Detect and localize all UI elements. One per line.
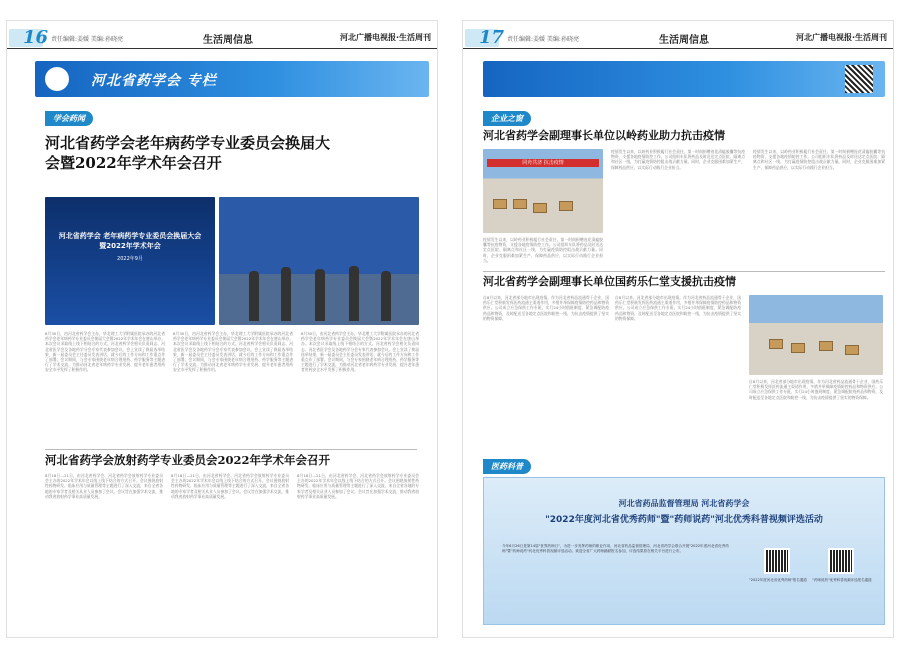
section-name: 生活周信息 <box>203 35 253 46</box>
donation-trucks-photo <box>483 149 603 233</box>
article1-body-col1: 8月30日，由河北省药学会主办，华北理工大学附属医院承办的河北省药学会老年病药学专业委员会换届大会暨2022年学术年会在唐山举办。本次会议采取线上线下相结合的方式。河北省药学会相关负责同志、河北省医学会及各地药学分会专家代表参加会议。会上宣读了换届选举结果，新一届委员会主任委员发表讲话，就今后的工作方向和工作重点作了部署。会议期间，与会专家围绕老年病合理用药、药学服务等主题进行了学术交流，为推动河北省老年病药学专业发展、提升老年患者用药安全水平发挥了积极作用。 <box>45 331 165 373</box>
left-page <box>6 20 438 638</box>
newspaper-name: 河北广播电视报·生活周刊 <box>795 33 887 42</box>
award-ceremony-photo <box>219 197 419 325</box>
article-divider <box>45 449 417 450</box>
article2-title: 河北省药学会放射药学专业委员会2022年学术年会召开 <box>45 453 331 467</box>
article-divider <box>483 271 885 272</box>
poster-body: 今年6月26日是第14届"世界药师日"，为进一步发挥药师的职业作用，河北省药品监督管理局、河北省药学会联合开展"2022年度河北省优秀药师"暨"药师说药"河北优秀科普视频评选活动。欢迎全省广大药师踊跃报名参加，评选结果将在相关平台进行公布。 <box>502 544 729 553</box>
newspaper-name: 河北广播电视报·生活周刊 <box>339 33 431 42</box>
qr-caption-video: "药师说药"优秀科普视频评选报名通道 <box>812 578 872 582</box>
tag-medical-science: 医药科普 <box>483 459 531 474</box>
right-page-number: 17 <box>479 27 505 48</box>
article2-body-col3: 8月18日—21日，由河北省药学会、河北省药学会放射药学专业委员会主办的2022年学术年会以线上线下结合的方式召开。会议围绕放射性药物研发、临床应用与质量管理等主题进行了深入交流，来自全省各地的专家学者及相关从业人员参加了会议。会议旨在加强学术交流，推动我省放射药学事业高质量发展。 <box>297 473 419 499</box>
editor-credits: 责任编辑:姜媛 美编:孙晓亮 <box>507 36 579 43</box>
left-page-number: 16 <box>23 27 49 48</box>
article2-body-col2: 8月18日—21日，由河北省药学会、河北省药学会放射药学专业委员会主办的2022年学术年会以线上线下结合的方式召开。会议围绕放射性药物研发、临床应用与质量管理等主题进行了深入交流，来自全省各地的专家学者及相关从业人员参加了会议。会议旨在加强学术交流，推动我省放射药学事业高质量发展。 <box>171 473 289 499</box>
tag-society-news: 学会药闻 <box>45 111 93 126</box>
qr-code-icon[interactable] <box>764 548 790 574</box>
article2-title: 河北省药学会副理事长单位国药乐仁堂支援抗击疫情 <box>483 275 736 288</box>
society-logo-icon <box>45 67 69 91</box>
article2-body-col3: 自8月以来，河北省部分地市出现疫情。作为河北省药品流通骨干企业，国药乐仁堂积极发挥医药流通主渠道作用，多措并举保障疫情防控药品和物资供应。公司成立应急保供工作专班，实行24小时值班制度，紧急调配防疫药品和物资，及时配送至各地定点医院和防控一线，为抗击疫情提供了坚实的物资保障。 <box>749 379 883 400</box>
stage-screen-title: 河北省药学会 老年病药学专业委员会换届大会 暨2022年学术年会 <box>58 232 202 250</box>
truck-banner-text: 同舟共济 抗击疫情 <box>487 159 599 167</box>
stage-screen-date: 2022年9月 <box>117 256 143 262</box>
right-page-header <box>463 25 893 49</box>
editor-credits: 责任编辑:姜媛 美编:孙晓亮 <box>51 36 123 43</box>
tag-enterprise-window: 企业之窗 <box>483 111 531 126</box>
conference-stage-photo <box>45 197 215 325</box>
right-page <box>462 20 894 638</box>
pharmacy-delivery-photo <box>749 295 883 375</box>
article1-body-col2: 8月30日，由河北省药学会主办，华北理工大学附属医院承办的河北省药学会老年病药学专业委员会换届大会暨2022年学术年会在唐山举办。本次会议采取线上线下相结合的方式。河北省药学会相关负责同志、河北省医学会及各地药学分会专家代表参加会议。会上宣读了换届选举结果，新一届委员会主任委员发表讲话，就今后的工作方向和工作重点作了部署。会议期间，与会专家围绕老年病合理用药、药学服务等主题进行了学术交流，为推动河北省老年病药学专业发展、提升老年患者用药安全水平发挥了积极作用。 <box>173 331 293 373</box>
column-banner <box>483 61 885 97</box>
qr-code-icon[interactable] <box>828 548 854 574</box>
article1-body-col1: 疫情发生以来，以岭药业积极履行社会责任，第一时间捐赠连花清瘟胶囊等抗疫物资，支援各地疫情防控工作。公司组织车队将药品及时送达定点医院、隔离点和社区一线，为打赢疫情防控阻击战贡献力量。同时，企业克服困难加紧生产，保障药品供应，以实际行动践行企业担当。 <box>483 237 603 263</box>
left-page-header <box>7 25 437 49</box>
article1-title: 河北省药学会老年病药学专业委员会换届大会暨2022年学术年会召开 <box>45 134 331 173</box>
qr-code-icon <box>845 65 873 93</box>
article1-body-col3: 疫情发生以来，以岭药业积极履行社会责任，第一时间捐赠连花清瘟胶囊等抗疫物资，支援各地疫情防控工作。公司组织车队将药品及时送达定点医院、隔离点和社区一线，为打赢疫情防控阻击战贡献力量。同时，企业克服困难加紧生产，保障药品供应，以实际行动践行企业担当。 <box>753 149 885 170</box>
article2-body-col1: 8月18日—21日，由河北省药学会、河北省药学会放射药学专业委员会主办的2022年学术年会以线上线下结合的方式召开。会议围绕放射性药物研发、临床应用与质量管理等主题进行了深入交流，来自全省各地的专家学者及相关从业人员参加了会议。会议旨在加强学术交流，推动我省放射药学事业高质量发展。 <box>45 473 163 499</box>
article1-body-col2: 疫情发生以来，以岭药业积极履行社会责任，第一时间捐赠连花清瘟胶囊等抗疫物资，支援各地疫情防控工作。公司组织车队将药品及时送达定点医院、隔离点和社区一线，为打赢疫情防控阻击战贡献力量。同时，企业克服困难加紧生产，保障药品供应，以实际行动践行企业担当。 <box>611 149 745 170</box>
qr-caption-pharmacist: "2022年度河北省优秀药师"报名通道 <box>749 578 807 582</box>
poster-title: "2022年度河北省优秀药师"暨"药师说药"河北优秀科普视频评选活动 <box>545 515 823 525</box>
article1-title: 河北省药学会副理事长单位以岭药业助力抗击疫情 <box>483 129 725 142</box>
article2-body-col2: 自8月以来，河北省部分地市出现疫情。作为河北省药品流通骨干企业，国药乐仁堂积极发挥医药流通主渠道作用，多措并举保障疫情防控药品和物资供应。公司成立应急保供工作专班，实行24小时值班制度，紧急调配防疫药品和物资，及时配送至各地定点医院和防控一线，为抗击疫情提供了坚实的物资保障。 <box>615 295 741 321</box>
column-banner <box>35 61 429 97</box>
article2-body-col1: 自8月以来，河北省部分地市出现疫情。作为河北省药品流通骨干企业，国药乐仁堂积极发挥医药流通主渠道作用，多措并举保障疫情防控药品和物资供应。公司成立应急保供工作专班，实行24小时值班制度，紧急调配防疫药品和物资，及时配送至各地定点医院和防控一线，为抗击疫情提供了坚实的物资保障。 <box>483 295 609 321</box>
poster-organizers: 河北省药品监督管理局 河北省药学会 <box>618 499 750 508</box>
science-promo-poster <box>483 477 885 625</box>
article1-body-col3: 8月30日，由河北省药学会主办，华北理工大学附属医院承办的河北省药学会老年病药学专业委员会换届大会暨2022年学术年会在唐山举办。本次会议采取线上线下相结合的方式。河北省药学会相关负责同志、河北省医学会及各地药学分会专家代表参加会议。会上宣读了换届选举结果，新一届委员会主任委员发表讲话，就今后的工作方向和工作重点作了部署。会议期间，与会专家围绕老年病合理用药、药学服务等主题进行了学术交流，为推动河北省老年病药学专业发展、提升老年患者用药安全水平发挥了积极作用。 <box>301 331 419 373</box>
section-name: 生活周信息 <box>659 35 709 46</box>
column-banner-title: 河北省药学会 专栏 <box>91 73 217 89</box>
